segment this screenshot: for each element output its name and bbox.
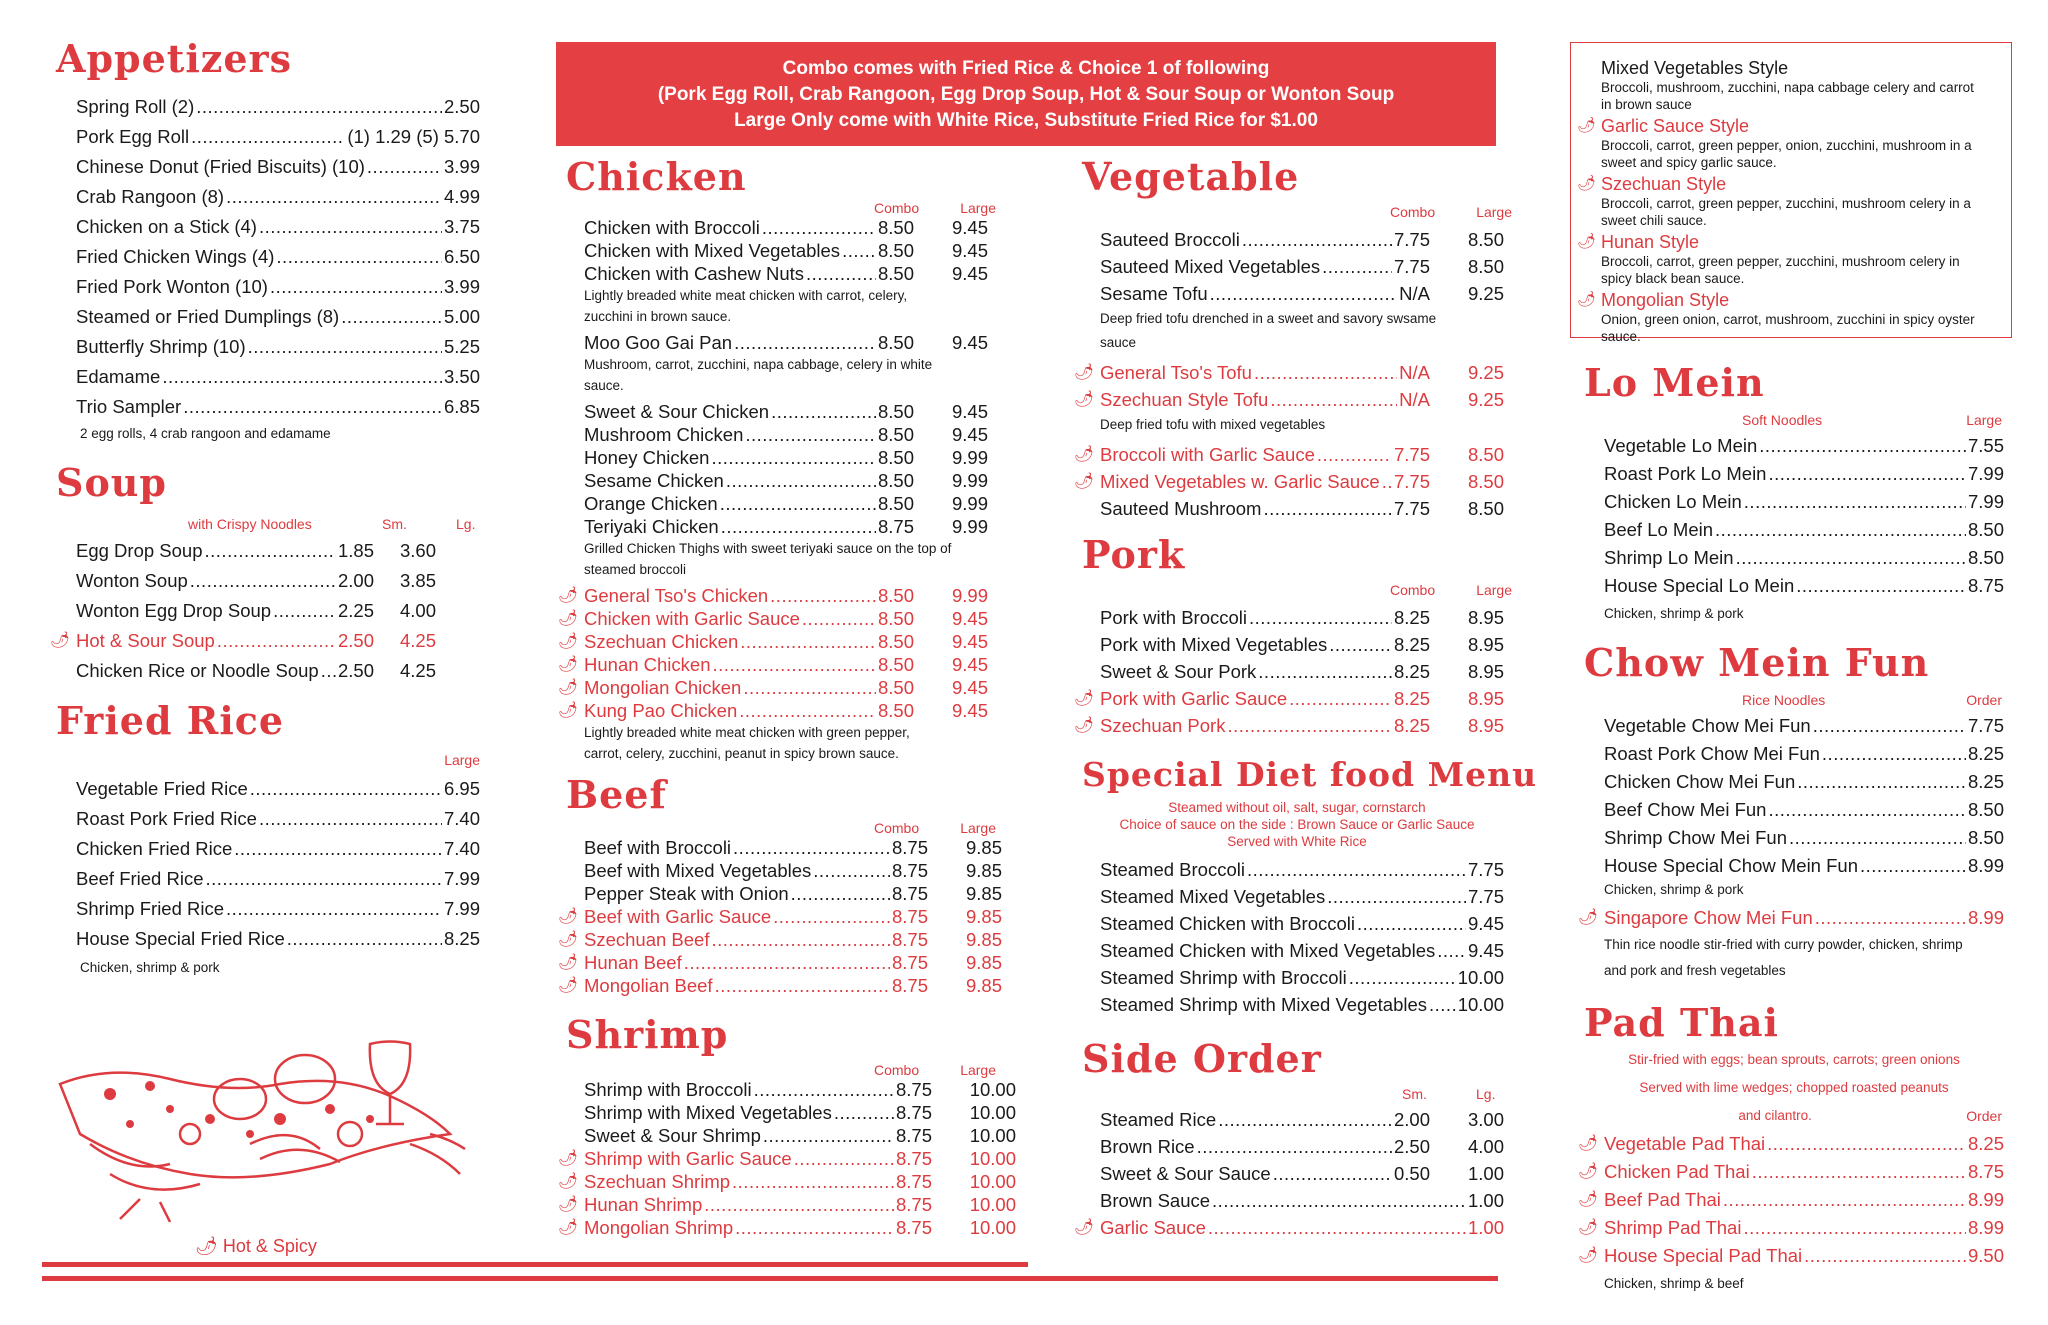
special-diet-section	[1082, 755, 1538, 1018]
menu-item-spicy: 🌶 Pork with Garlic Sauce ..... 8.25 8.95	[1100, 685, 1504, 712]
menu-item: Steamed Rice ..... 2.00 3.00	[1100, 1106, 1504, 1133]
menu-item: Vegetable Chow Mei Fun ..... 7.75	[1604, 712, 2004, 740]
beef-section	[558, 772, 1002, 997]
menu-item: Shrimp Lo Mein ..... 8.50	[1604, 544, 2004, 572]
menu-item: Fried Pork Wonton (10) ..... 3.99	[76, 272, 480, 302]
style-name-spicy: 🌶 Hunan Style	[1577, 232, 1700, 252]
menu-item: Chicken on a Stick (4) ..... 3.75	[76, 212, 480, 242]
chow-mein-fun-section	[1578, 640, 2004, 988]
menu-item: Shrimp Chow Mei Fun ..... 8.50	[1604, 824, 2004, 852]
menu-item: Wonton Soup ..... 2.00 3.85	[76, 566, 436, 596]
soup-subtitle: with Crispy Noodles	[188, 516, 312, 532]
col-header-sm: Sm.	[1402, 1086, 1427, 1102]
pepper-icon: 🌶	[558, 1150, 579, 1167]
menu-item: Brown Rice ..... 2.50 4.00	[1100, 1133, 1504, 1160]
chicken-title: Chicken	[566, 154, 747, 199]
menu-item: Roast Pork Fried Rice ..... 7.40	[76, 804, 480, 834]
menu-item-spicy: 🌶 Mongolian Chicken ..... 8.50 9.45	[584, 676, 988, 699]
col-header-combo: Combo	[1390, 204, 1436, 220]
col-header-sm: Sm.	[382, 516, 407, 532]
menu-item: Pork with Mixed Vegetables ..... 8.25 8.95	[1100, 631, 1504, 658]
pepper-icon: 🌶	[1578, 1219, 1599, 1236]
menu-item: Teriyaki Chicken ..... 8.75 9.99	[584, 515, 988, 538]
chow-mein-fun-title: Chow Mein Fun	[1584, 640, 1930, 685]
pepper-icon: 🌶	[1074, 364, 1095, 381]
col-header-order: Order	[1966, 692, 2002, 708]
menu-item: Sesame Tofu ..... N/A 9.25	[1100, 280, 1504, 307]
menu-item-spicy: 🌶 Hot & Sour Soup ..... 2.50 4.25	[76, 626, 436, 656]
menu-item-spicy: 🌶 Hunan Beef ..... 8.75 9.85	[584, 951, 1002, 974]
pepper-icon: 🌶	[1577, 233, 1597, 250]
menu-item: Sauteed Mushroom ..... 7.75 8.50	[1100, 495, 1504, 522]
menu-item: House Special Fried Rice ..... 8.25	[76, 924, 480, 954]
menu-item: Pork Egg Roll ..... (1) 1.29 (5) 5.70	[76, 122, 480, 152]
menu-item-spicy: 🌶 Kung Pao Chicken ..... 8.50 9.45	[584, 699, 988, 722]
menu-item: Egg Drop Soup ..... 1.85 3.60	[76, 536, 436, 566]
pepper-icon: 🌶	[558, 679, 579, 696]
item-description: Chicken, shrimp & beef	[1604, 1276, 1744, 1291]
menu-item-spicy: 🌶 Mongolian Shrimp ..... 8.75 10.00	[584, 1216, 1016, 1239]
pepper-icon: 🌶	[1074, 717, 1095, 734]
pad-thai-note: Served with lime wedges; chopped roasted peanuts	[1639, 1080, 1949, 1095]
lo-mein-subtitle: Soft Noodles	[1742, 412, 1823, 428]
appetizers-section	[56, 36, 480, 448]
pepper-icon: 🌶	[1578, 1135, 1599, 1152]
col-header-combo: Combo	[874, 200, 920, 216]
pad-thai-note: Stir-fried with eggs; bean sprouts, carrots; green onions	[1628, 1052, 1960, 1067]
item-description: Thin rice noodle stir-fried with curry powder, chicken, shrimp and pork and fresh vegetables	[1604, 937, 1963, 978]
menu-item: Edamame ..... 3.50	[76, 362, 480, 392]
appetizers-title: Appetizers	[56, 36, 292, 81]
pepper-icon: 🌶	[558, 610, 579, 627]
menu-item: Chicken Chow Mei Fun ..... 8.25	[1604, 768, 2004, 796]
menu-item: Steamed Shrimp with Mixed Vegetables ..... 10.00	[1100, 991, 1504, 1018]
menu-item: Beef with Mixed Vegetables ..... 8.75 9.85	[584, 859, 1002, 882]
menu-item: Beef Chow Mei Fun ..... 8.50	[1604, 796, 2004, 824]
col-header-order: Order	[1966, 1108, 2002, 1124]
menu-item: Chicken with Broccoli ..... 8.50 9.45	[584, 216, 988, 239]
pepper-icon: 🌶	[558, 1196, 579, 1213]
col-header-combo: Combo	[874, 820, 920, 836]
menu-item-spicy: 🌶 Szechuan Beef ..... 8.75 9.85	[584, 928, 1002, 951]
style-name-spicy: 🌶 Garlic Sauce Style	[1577, 116, 1750, 136]
bottom-rule-upper	[42, 1262, 1028, 1267]
menu-item: Vegetable Lo Mein ..... 7.55	[1604, 432, 2004, 460]
sauce-styles-box	[1570, 42, 2012, 344]
item-description: Grilled Chicken Thighs with sweet teriyaki sauce on the top of steamed broccoli	[584, 541, 952, 577]
combo-banner	[556, 42, 1496, 146]
menu-item: Chicken Rice or Noodle Soup ..... 2.50 4.25	[76, 656, 436, 686]
pepper-icon: 🌶	[195, 1236, 223, 1256]
menu-item: Honey Chicken ..... 8.50 9.99	[584, 446, 988, 469]
menu-item: Wonton Egg Drop Soup ..... 2.25 4.00	[76, 596, 436, 626]
style-name: Mixed Vegetables Style	[1601, 58, 1789, 78]
menu-item-spicy: 🌶 Szechuan Pork ..... 8.25 8.95	[1100, 712, 1504, 739]
bottom-rule-lower	[42, 1276, 1498, 1281]
menu-item-spicy: 🌶 Garlic Sauce ..... 1.00	[1100, 1214, 1504, 1241]
menu-item-spicy: 🌶 General Tso's Chicken ..... 8.50 9.99	[584, 584, 988, 607]
menu-item: Spring Roll (2) ..... 2.50	[76, 92, 480, 122]
pork-section	[1074, 532, 1512, 739]
banner-line: (Pork Egg Roll, Crab Rangoon, Egg Drop Soup, Hot & Sour Soup or Wonton Soup	[657, 84, 1395, 105]
menu-item-spicy: 🌶 Beef Pad Thai ..... 8.99	[1604, 1186, 2004, 1214]
style-description: Onion, green onion, carrot, mushroom, zucchini in spicy oyster sauce.	[1601, 312, 1975, 344]
pepper-icon: 🌶	[558, 702, 579, 719]
pork-title: Pork	[1082, 532, 1186, 577]
menu-item: Moo Goo Gai Pan ..... 8.50 9.45	[584, 331, 988, 354]
menu-item: Shrimp with Broccoli ..... 8.75 10.00	[584, 1078, 1016, 1101]
shrimp-section	[558, 1012, 1016, 1239]
col-header-lg: Lg.	[456, 516, 476, 532]
menu-item-spicy: 🌶 Mongolian Beef ..... 8.75 9.85	[584, 974, 1002, 997]
shrimp-title: Shrimp	[566, 1012, 729, 1057]
menu-item-spicy: 🌶 Hunan Chicken ..... 8.50 9.45	[584, 653, 988, 676]
style-description: Broccoli, carrot, green pepper, zucchini, mushroom celery in spicy black bean sauce.	[1601, 254, 1960, 286]
menu-item-spicy: 🌶 Szechuan Chicken ..... 8.50 9.45	[584, 630, 988, 653]
menu-item: Chicken Lo Mein ..... 7.99	[1604, 488, 2004, 516]
item-description: Deep fried tofu drenched in a sweet and savory swsame sauce	[1100, 311, 1437, 350]
pepper-icon: 🌶	[1577, 117, 1597, 134]
item-description: Chicken, shrimp & pork	[1604, 882, 1744, 897]
pad-thai-note: and cilantro.	[1738, 1108, 1812, 1123]
pepper-icon: 🌶	[1578, 1163, 1599, 1180]
menu-item: Crab Rangoon (8) ..... 4.99	[76, 182, 480, 212]
spicy-legend: 🌶 Hot & Spicy	[195, 1236, 317, 1256]
vegetable-section	[1074, 154, 1512, 522]
col-header-combo: Combo	[874, 1062, 920, 1078]
special-diet-title: Special Diet food Menu	[1082, 755, 1538, 794]
pepper-icon: 🌶	[558, 908, 579, 925]
menu-item-spicy: 🌶 Vegetable Pad Thai ..... 8.25	[1604, 1130, 2004, 1158]
side-order-section	[1074, 1036, 1512, 1241]
menu-item-spicy: 🌶 Chicken Pad Thai ..... 8.75	[1604, 1158, 2004, 1186]
menu-item: Shrimp Fried Rice ..... 7.99	[76, 894, 480, 924]
special-diet-note: Served with White Rice	[1227, 834, 1367, 849]
style-name-spicy: 🌶 Szechuan Style	[1577, 174, 1727, 194]
menu-item: Chinese Donut (Fried Biscuits) (10) ..... 3.99	[76, 152, 480, 182]
menu-item: Pork with Broccoli ..... 8.25 8.95	[1100, 604, 1504, 631]
pepper-icon: 🌶	[1074, 690, 1095, 707]
pepper-icon: 🌶	[558, 977, 579, 994]
item-description: Deep fried tofu with mixed vegetables	[1100, 417, 1326, 432]
banner-line: Large Only come with White Rice, Substitute Fried Rice for $1.00	[734, 110, 1318, 131]
menu-item: Fried Chicken Wings (4) ..... 6.50	[76, 242, 480, 272]
food-illustration	[50, 1024, 470, 1224]
pepper-icon: 🌶	[1074, 391, 1095, 408]
lo-mein-title: Lo Mein	[1584, 360, 1765, 405]
menu-item: Pepper Steak with Onion ..... 8.75 9.85	[584, 882, 1002, 905]
lo-mein-section	[1584, 360, 2004, 628]
style-description: Broccoli, mushroom, zucchini, napa cabbage celery and carrot in brown sauce	[1601, 80, 1974, 112]
pepper-icon: 🌶	[558, 954, 579, 971]
menu-item-spicy: 🌶 Broccoli with Garlic Sauce ..... 7.75 8.50	[1100, 441, 1504, 468]
vegetable-title: Vegetable	[1082, 154, 1300, 199]
menu-item-spicy: 🌶 Szechuan Style Tofu ..... N/A 9.25	[1100, 386, 1504, 413]
menu-item: Roast Pork Lo Mein ..... 7.99	[1604, 460, 2004, 488]
side-order-title: Side Order	[1082, 1036, 1322, 1081]
menu-item: Beef Lo Mein ..... 8.50	[1604, 516, 2004, 544]
menu-item-spicy: 🌶 Beef with Garlic Sauce ..... 8.75 9.85	[584, 905, 1002, 928]
style-name-spicy: 🌶 Mongolian Style	[1577, 290, 1730, 310]
pepper-icon: 🌶	[558, 1219, 579, 1236]
pad-thai-title: Pad Thai	[1584, 1000, 1779, 1045]
menu-item: Steamed or Fried Dumplings (8) ..... 5.00	[76, 302, 480, 332]
menu-item: Sweet & Sour Chicken ..... 8.50 9.45	[584, 400, 988, 423]
menu-item: Orange Chicken ..... 8.50 9.99	[584, 492, 988, 515]
col-header-large: Large	[960, 820, 996, 836]
col-header-large: Large	[444, 752, 480, 768]
pepper-icon: 🌶	[1577, 175, 1597, 192]
pepper-icon: 🌶	[558, 1173, 579, 1190]
menu-item: Sauteed Mixed Vegetables ..... 7.75 8.50	[1100, 253, 1504, 280]
soup-title: Soup	[56, 460, 167, 505]
pepper-icon: 🌶	[1074, 473, 1095, 490]
pepper-icon: 🌶	[1577, 291, 1597, 308]
menu-item: Sweet & Sour Sauce ..... 0.50 1.00	[1100, 1160, 1504, 1187]
special-diet-note: Steamed without oil, salt, sugar, cornstarch	[1168, 800, 1426, 815]
menu-item: Sesame Chicken ..... 8.50 9.99	[584, 469, 988, 492]
menu-item: Shrimp with Mixed Vegetables ..... 8.75 10.00	[584, 1101, 1016, 1124]
menu-item: Roast Pork Chow Mei Fun ..... 8.25	[1604, 740, 2004, 768]
menu-item: Steamed Chicken with Broccoli ..... 9.45	[1100, 910, 1504, 937]
pepper-icon: 🌶	[1578, 1191, 1599, 1208]
menu-item: Brown Sauce ..... 1.00	[1100, 1187, 1504, 1214]
menu-item: Vegetable Fried Rice ..... 6.95	[76, 774, 480, 804]
special-diet-note: Choice of sauce on the side : Brown Sauce or Garlic Sauce	[1119, 817, 1475, 832]
fried-rice-title: Fried Rice	[56, 698, 285, 743]
col-header-large: Large	[1476, 204, 1512, 220]
menu-item-spicy: 🌶 Chicken with Garlic Sauce ..... 8.50 9.45	[584, 607, 988, 630]
menu-item: House Special Lo Mein ..... 8.75	[1604, 572, 2004, 600]
menu-item: Butterfly Shrimp (10) ..... 5.25	[76, 332, 480, 362]
chow-mein-fun-subtitle: Rice Noodles	[1742, 692, 1826, 708]
item-description: Lightly breaded white meat chicken with carrot, celery, zucchini in brown sauce.	[584, 288, 908, 324]
pepper-icon: 🌶	[1074, 446, 1095, 463]
menu-item-spicy: 🌶 Hunan Shrimp ..... 8.75 10.00	[584, 1193, 1016, 1216]
menu-item-spicy: 🌶 Szechuan Shrimp ..... 8.75 10.00	[584, 1170, 1016, 1193]
menu-item: House Special Chow Mein Fun ..... 8.99	[1604, 852, 2004, 880]
item-description: Mushroom, carrot, zucchini, napa cabbage, celery in white sauce.	[584, 357, 933, 393]
menu-item-spicy: 🌶 Singapore Chow Mei Fun ..... 8.99	[1604, 904, 2004, 932]
menu-item: Steamed Broccoli ..... 7.75	[1100, 856, 1504, 883]
menu-item: Sweet & Sour Pork ..... 8.25 8.95	[1100, 658, 1504, 685]
menu-item-spicy: 🌶 Shrimp with Garlic Sauce ..... 8.75 10.00	[584, 1147, 1016, 1170]
col-header-large: Large	[960, 200, 996, 216]
pepper-icon: 🌶	[558, 633, 579, 650]
fried-rice-section	[56, 698, 480, 982]
chicken-section	[558, 154, 996, 768]
menu-item: Chicken with Mixed Vegetables ..... 8.50 9.45	[584, 239, 988, 262]
pad-thai-section	[1578, 1000, 2004, 1298]
beef-title: Beef	[566, 772, 667, 817]
banner-line: Combo comes with Fried Rice & Choice 1 of following	[782, 58, 1270, 79]
menu-item: Mushroom Chicken ..... 8.50 9.45	[584, 423, 988, 446]
menu-item: Sweet & Sour Shrimp ..... 8.75 10.00	[584, 1124, 1016, 1147]
menu-item: Steamed Chicken with Mixed Vegetables ..... 9.45	[1100, 937, 1504, 964]
pepper-icon: 🌶	[558, 656, 579, 673]
pepper-icon: 🌶	[1578, 909, 1599, 926]
menu-item: Sauteed Broccoli ..... 7.75 8.50	[1100, 226, 1504, 253]
col-header-lg: Lg.	[1476, 1086, 1496, 1102]
style-description: Broccoli, carrot, green pepper, onion, zucchini, mushroom in a sweet and spicy garlic sauce.	[1601, 138, 1972, 170]
menu-item: Chicken Fried Rice ..... 7.40	[76, 834, 480, 864]
menu-item-spicy: 🌶 Mixed Vegetables w. Garlic Sauce ..... 7.75 8.50	[1100, 468, 1504, 495]
col-header-large: Large	[1966, 412, 2002, 428]
menu-item-spicy: 🌶 General Tso's Tofu ..... N/A 9.25	[1100, 359, 1504, 386]
menu-item-spicy: 🌶 House Special Pad Thai ..... 9.50	[1604, 1242, 2004, 1270]
menu-item: Beef with Broccoli ..... 8.75 9.85	[584, 836, 1002, 859]
pepper-icon: 🌶	[1074, 1219, 1095, 1236]
col-header-large: Large	[960, 1062, 996, 1078]
item-description: Chicken, shrimp & pork	[1604, 606, 1744, 621]
pepper-icon: 🌶	[50, 632, 71, 649]
menu-item: Steamed Shrimp with Broccoli ..... 10.00	[1100, 964, 1504, 991]
style-description: Broccoli, carrot, green pepper, zucchini, mushroom celery in a sweet chili sauce.	[1601, 196, 1971, 228]
col-header-combo: Combo	[1390, 582, 1436, 598]
item-description: Chicken, shrimp & pork	[80, 960, 220, 975]
pepper-icon: 🌶	[1578, 1247, 1599, 1264]
soup-section	[50, 460, 480, 686]
col-header-large: Large	[1476, 582, 1512, 598]
item-description: 2 egg rolls, 4 crab rangoon and edamame	[80, 426, 331, 441]
menu-item: Beef Fried Rice ..... 7.99	[76, 864, 480, 894]
menu-item: Chicken with Cashew Nuts ..... 8.50 9.45	[584, 262, 988, 285]
menu-item: Trio Sampler ..... 6.85	[76, 392, 480, 422]
pepper-icon: 🌶	[558, 931, 579, 948]
menu-item-spicy: 🌶 Shrimp Pad Thai ..... 8.99	[1604, 1214, 2004, 1242]
item-description: Lightly breaded white meat chicken with green pepper, carrot, celery, zucchini, peanut in spicy brown sauce.	[584, 725, 910, 761]
menu-item: Steamed Mixed Vegetables ..... 7.75	[1100, 883, 1504, 910]
pepper-icon: 🌶	[558, 587, 579, 604]
